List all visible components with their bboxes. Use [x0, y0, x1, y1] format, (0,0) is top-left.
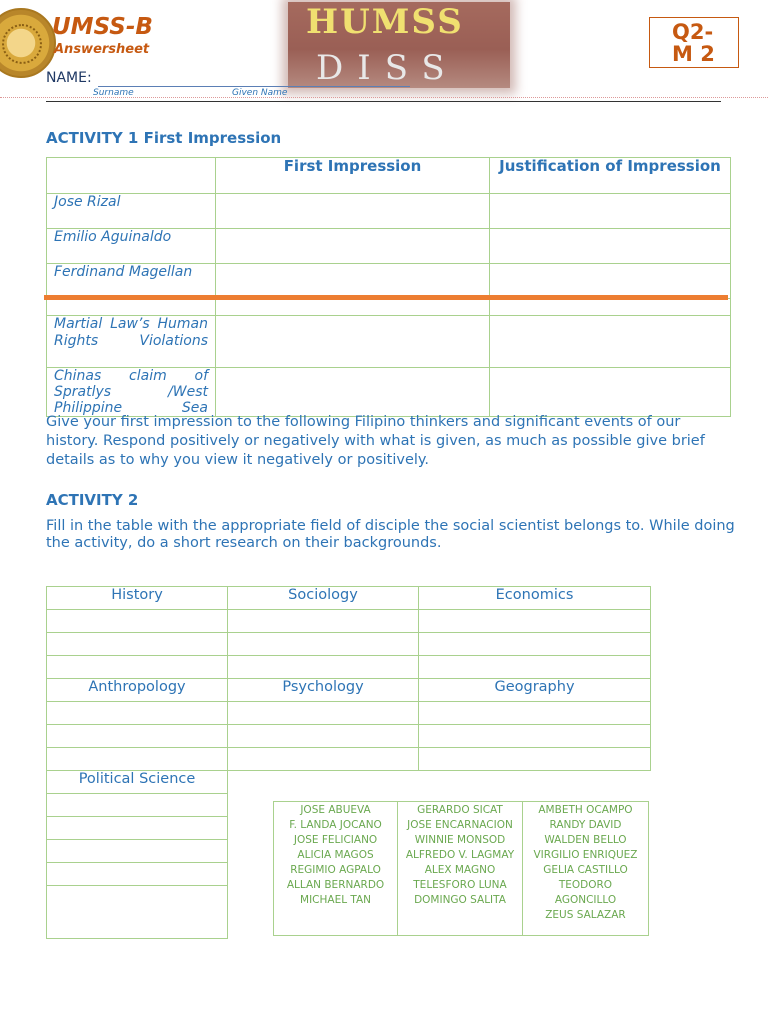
- field-header-anthropology: Anthropology: [47, 679, 228, 702]
- scientist-name: AGONCILLO: [554, 894, 617, 906]
- scientist-name: VIRGILIO ENRIQUEZ: [533, 849, 638, 861]
- header-divider: [46, 101, 721, 102]
- first-impression-cell[interactable]: [216, 299, 490, 316]
- name-field-line[interactable]: [98, 86, 410, 87]
- answer-cell[interactable]: [47, 725, 228, 748]
- answer-cell[interactable]: [47, 633, 228, 656]
- table-row: [47, 264, 731, 299]
- scientist-name: ALFREDO V. LAGMAY: [405, 849, 515, 861]
- answer-cell[interactable]: [228, 610, 419, 633]
- scientist-name: ALEX MAGNO: [424, 864, 496, 876]
- answer-cell[interactable]: [228, 633, 419, 656]
- answer-cell[interactable]: [47, 656, 228, 679]
- table-row: [47, 316, 731, 368]
- justification-cell[interactable]: [490, 194, 731, 229]
- scientist-name: DOMINGO SALITA: [414, 894, 506, 906]
- justification-cell[interactable]: [490, 316, 731, 368]
- scientist-name: RANDY DAVID: [549, 819, 622, 831]
- justification-cell[interactable]: [490, 368, 731, 417]
- banner-top-text: HUMSS: [306, 2, 464, 42]
- row-label: Jose Rizal: [47, 194, 216, 229]
- header-divider-dotted: [0, 97, 768, 98]
- answer-cell[interactable]: [47, 748, 228, 771]
- table-row: [47, 194, 731, 229]
- scientist-name: JOSE ENCARNACION: [407, 819, 513, 831]
- field-header-history: History: [47, 587, 228, 610]
- scientist-name: WALDEN BELLO: [544, 834, 627, 846]
- humss-diss-banner: [288, 2, 510, 88]
- first-impression-cell[interactable]: [216, 194, 490, 229]
- answer-cell[interactable]: [419, 748, 651, 771]
- page-break-marker: [44, 295, 728, 300]
- header-title: UMSS-B: [52, 14, 153, 40]
- header-subtitle: Answersheet: [54, 42, 150, 57]
- activity2-instructions: Fill in the table with the appropriate field of disciple the social scientist belongs to. While doing the activity, do a short research on their backgrounds.: [46, 518, 735, 551]
- row-label: Ferdinand Magellan: [47, 264, 216, 299]
- field-header-psychology: Psychology: [228, 679, 419, 702]
- field-header-geography: Geography: [419, 679, 651, 702]
- first-impression-cell[interactable]: [216, 316, 490, 368]
- answer-cell[interactable]: [47, 886, 228, 939]
- scientist-name: ZEUS SALAZAR: [545, 909, 626, 921]
- table-row: [47, 368, 731, 417]
- answer-cell[interactable]: [228, 702, 419, 725]
- scientist-name: GELIA CASTILLO: [543, 864, 628, 876]
- justification-cell[interactable]: [490, 299, 731, 316]
- scientist-column: [522, 802, 648, 936]
- row-label: Martial Law’s Human Rights Violations: [47, 316, 216, 368]
- answer-cell[interactable]: [47, 610, 228, 633]
- col-header-empty: [47, 158, 216, 194]
- answer-cell[interactable]: [228, 748, 419, 771]
- scientist-name: MICHAEL TAN: [300, 894, 372, 906]
- surname-label: Surname: [93, 88, 134, 98]
- name-label: NAME:: [46, 70, 92, 86]
- answer-cell[interactable]: [47, 794, 228, 817]
- scientist-name: TEODORO: [558, 879, 613, 891]
- scientist-name: ALLAN BERNARDO: [286, 879, 385, 891]
- col-header-first-impression: First Impression: [216, 158, 490, 194]
- school-seal-logo: [0, 8, 56, 78]
- activity1-table: [46, 157, 731, 417]
- row-label: Chinas claim of Spratlys /West Philippine Sea: [47, 368, 216, 417]
- field-header-economics: Economics: [419, 587, 651, 610]
- col-header-justification: Justification of Impression: [490, 158, 731, 194]
- given-name-label: Given Name: [232, 88, 288, 98]
- activity1-heading: ACTIVITY 1 First Impression: [46, 129, 282, 147]
- justification-cell[interactable]: [490, 264, 731, 299]
- activity1-instructions: Give your first impression to the following Filipino thinkers and significant events of our history. Respond positively or negatively with what is given, as much as possible give brief details as to why you view it negatively or positively.: [46, 414, 705, 468]
- table-row: [47, 229, 731, 264]
- scientist-name: JOSE ABUEVA: [300, 804, 371, 816]
- first-impression-cell[interactable]: [216, 264, 490, 299]
- scientist-name: ALICIA MAGOS: [297, 849, 374, 861]
- scientist-name: REGIMIO AGPALO: [290, 864, 381, 876]
- row-label: Emilio Aguinaldo: [47, 229, 216, 264]
- table-row: [47, 299, 731, 316]
- scientist-column: [274, 802, 398, 936]
- scientist-name: GERARDO SICAT: [417, 804, 503, 816]
- answer-cell[interactable]: [47, 840, 228, 863]
- answer-cell[interactable]: [228, 725, 419, 748]
- quarter-module-box: Q2- M 2: [649, 17, 739, 68]
- scientist-name: F. LANDA JOCANO: [289, 819, 382, 831]
- activity2-heading: ACTIVITY 2: [46, 491, 139, 509]
- answer-cell[interactable]: [419, 610, 651, 633]
- scientist-name: TELESFORO LUNA: [413, 879, 507, 891]
- scientist-name: JOSE FELICIANO: [293, 834, 378, 846]
- justification-cell[interactable]: [490, 229, 731, 264]
- field-header-sociology: Sociology: [228, 587, 419, 610]
- answer-cell[interactable]: [47, 817, 228, 840]
- scientist-column: [398, 802, 523, 936]
- field-header-political-science: Political Science: [47, 771, 228, 794]
- scientist-name: AMBETH OCAMPO: [538, 804, 633, 816]
- answer-cell[interactable]: [228, 656, 419, 679]
- banner-bottom-text: DISS: [316, 48, 459, 88]
- first-impression-cell[interactable]: [216, 229, 490, 264]
- answer-cell[interactable]: [419, 656, 651, 679]
- answer-cell[interactable]: [47, 863, 228, 886]
- answer-cell[interactable]: [419, 725, 651, 748]
- scientist-names-table: [273, 801, 649, 936]
- first-impression-cell[interactable]: [216, 368, 490, 417]
- scientist-name: WINNIE MONSOD: [414, 834, 506, 846]
- answer-cell[interactable]: [47, 702, 228, 725]
- answer-cell[interactable]: [419, 702, 651, 725]
- row-label: [47, 299, 216, 316]
- answer-cell[interactable]: [419, 633, 651, 656]
